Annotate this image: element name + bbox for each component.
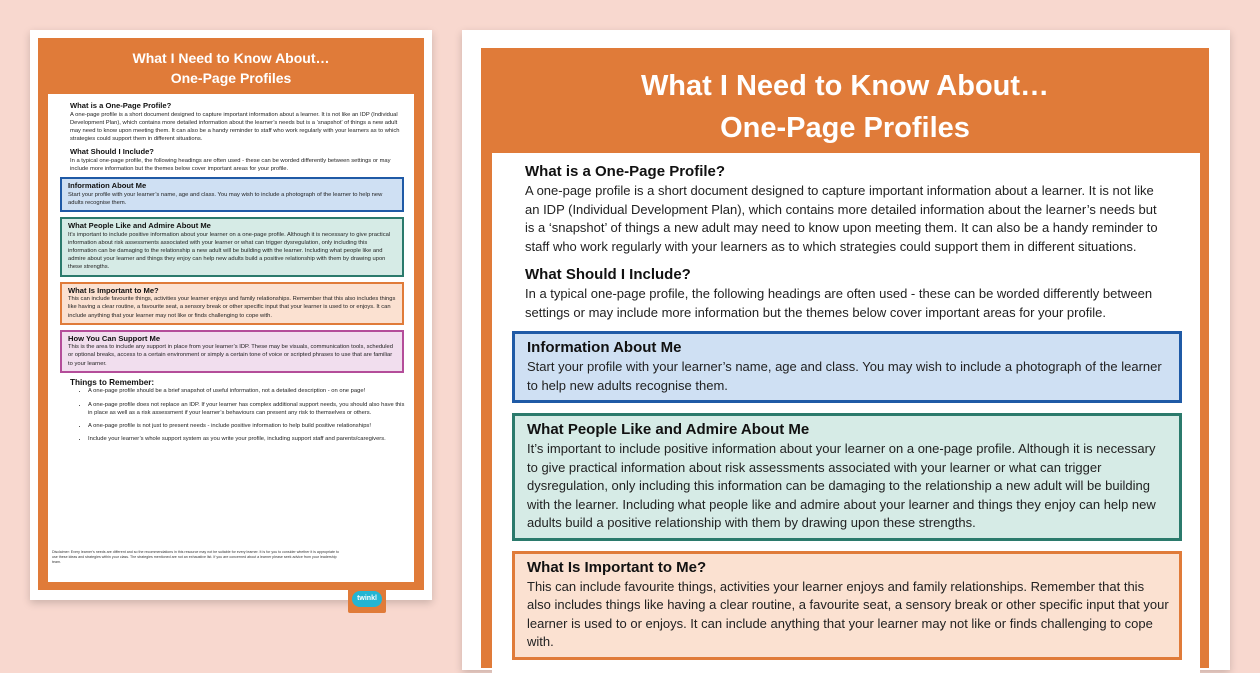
box-heading: How You Can Support Me [68, 333, 161, 343]
box-body: It’s important to include positive information about your learner on a one-page profile. Although it is necessary to give practical information about risk assessments associated with your learner or what can trigger dysregulation, only including this information can be damaging to the relationship a new adult will be building with the learner. Including what people like and admire about your learner and things they enjoy can help new adults build a positive relationship with them by drawing upon these strengths. [527, 441, 1156, 530]
box-important-to-me [512, 551, 1182, 660]
thumbnail-frame [38, 38, 424, 590]
remember-list [70, 387, 408, 443]
list-item: • Include your learner’s whole support system as you write your profile, including support staff and parents/caregivers. [88, 435, 408, 443]
box-people-like-admire [512, 413, 1182, 541]
box-heading: What Is Important to Me? [68, 285, 159, 295]
thumbnail-title-line2: One-Page Profiles [170, 70, 292, 86]
thumbnail-page[interactable] [30, 30, 432, 600]
list-item: • A one-page profile should be a brief snapshot of useful information, not a detailed description - on one page! [88, 387, 408, 395]
zoomed-title-line2: One-Page Profiles [720, 112, 970, 144]
box-heading: What People Like and Admire About Me [527, 421, 810, 438]
box-heading: What People Like and Admire About Me [68, 221, 211, 231]
thumbnail-content [48, 94, 414, 582]
disclaimer: Disclaimer: Every learner’s needs are different and so the recommendations in this resource may not be suitable for every learner. It is for you to consider whether it is appropriate to use these ideas and strategies within your class. The strategies mentioned are not an exhaustive list. If you are concerned about a learner please seek advice from your leadership team. [52, 550, 340, 564]
thumbnail-title-line1: What I Need to Know About… [132, 50, 330, 66]
section-body: In a typical one-page profile, the following headings are often used - these can be worded differently between settings or may include more information but the themes below cover important areas for your profile. [70, 157, 391, 173]
box-body: Start your profile with your learner’s name, age and class. You may wish to include a photograph of the learner to help new adults recognise them. [68, 191, 383, 206]
box-body: This can include favourite things, activities your learner enjoys and family relationships. Remember that this also includes things like having a clear routine, a favourite seat, a sensory break or other specific input that your learner is used to or enjoys. It can include anything that your learner may not like or finds challenging to cope with. [68, 296, 396, 319]
box-body: This can include favourite things, activities your learner enjoys and family relationships. Remember that this also includes things like having a clear routine, a favourite seat, a sensory break or other specific input that your learner is used to or enjoys. It can include anything that your learner may not like or finds challenging to cope with. [527, 578, 1169, 649]
twinkl-logo [348, 585, 386, 613]
logo-text: twinkl [352, 591, 382, 607]
section-body: A one-page profile is a short document designed to capture important information about a learner. It is not like an IDP (Individual Development Plan), which contains more detailed information about the learner’s needs but is a ‘snapshot’ of things a new adult may need to know upon meeting them. It can also be a handy reminder to staff who work regularly with your learners as to which strategies could support them in different situations. [70, 111, 400, 143]
box-body: It’s important to include positive information about your learner on a one-page profile. Although it is necessary to give practical information about risk assessments associated with your learner or what can trigger dysregulation, only including this information can be damaging to the relationship a new adult will be building with the learner. Including what people like and admire about your learner and things they enjoy can help new adults build a positive relationship with them by drawing upon these strengths. [68, 231, 391, 271]
list-item: • A one-page profile does not replace an IDP. If your learner has complex additional support needs, you should also have this in place as well as a risk assessment if your learner’s behaviours can present any risk to themselves or others. [88, 401, 408, 417]
zoomed-page[interactable] [462, 30, 1230, 670]
section-heading: What Should I Include? [525, 266, 691, 283]
section-heading: What is a One-Page Profile? [525, 163, 726, 180]
box-heading: Information About Me [527, 339, 682, 356]
zoomed-content [492, 153, 1200, 673]
section-heading: What is a One-Page Profile? [70, 101, 172, 110]
box-heading: Information About Me [68, 181, 147, 191]
box-information-about-me [512, 331, 1182, 403]
thumbnail-title [38, 48, 424, 88]
box-information-about-me [60, 177, 404, 212]
box-body: Start your profile with your learner’s name, age and class. You may wish to include a photograph of the learner to help new adults recognise them. [527, 359, 1162, 393]
box-support-me [60, 330, 404, 373]
remember-heading: Things to Remember: [70, 377, 155, 387]
zoomed-title [481, 65, 1209, 149]
section-heading: What Should I Include? [70, 147, 154, 157]
box-people-like-admire [60, 217, 404, 277]
zoomed-frame [481, 48, 1209, 668]
box-important-to-me [60, 282, 404, 325]
section-body: In a typical one-page profile, the following headings are often used - these can be worded differently between settings or may include more information but the themes below cover important areas for your profile. [525, 286, 1153, 320]
list-item: • A one-page profile is not just to present needs - include positive information to help build positive relationships! [88, 422, 408, 430]
section-body: A one-page profile is a short document designed to capture important information about a learner. It is not like an IDP (Individual Development Plan), which contains more detailed information about the learner’s needs but is a ‘snapshot’ of things a new adult may need to know upon meeting them. It can also be a handy reminder to staff who work regularly with your learners as to which strategies could support them in different situations. [525, 183, 1158, 254]
zoomed-title-line1: What I Need to Know About… [640, 70, 1050, 102]
box-heading: What Is Important to Me? [527, 558, 707, 576]
box-body: This is the area to include any support in place from your learner’s IDP. These may be visuals, communication tools, scheduled or optional breaks, access to a certain environment or simply a certain tone of voice or scripted phrases to use that are familiar to your learner. [68, 344, 394, 367]
